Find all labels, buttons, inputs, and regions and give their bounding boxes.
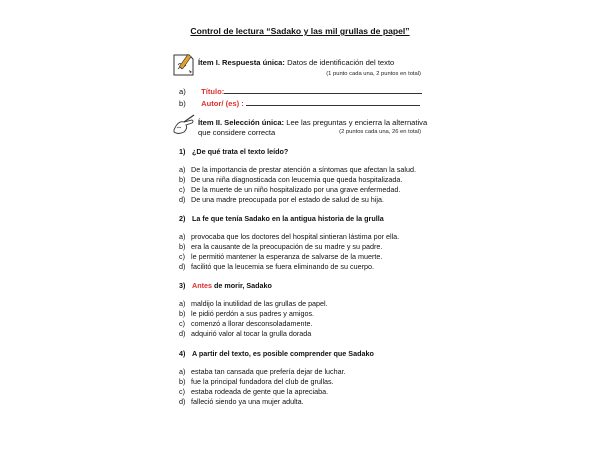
item2-points: (2 puntos cada una, 26 en total) [339, 129, 421, 135]
item1-points: (1 punto cada una, 2 puntos en total) [326, 71, 421, 77]
question-text: A partir del texto, es posible comprender que Sadako [192, 349, 374, 358]
title-field-label: Título: [201, 87, 225, 96]
q4-option-b[interactable]: b) fue la principal fundadora del club de grullas. [179, 377, 334, 386]
item2-description-cont: que considere correcta [198, 128, 276, 137]
question-number: 2) [179, 214, 186, 223]
item2-description: Lee las preguntas y encierra la alternativa [286, 118, 428, 127]
q2-option-a[interactable]: a) provocaba que los doctores del hospital sintieran lástima por ella. [179, 232, 400, 241]
author-field-label: Autor/ (es) : [201, 99, 244, 108]
q3-option-b[interactable]: b) le pidió perdón a sus padres y amigos. [179, 309, 315, 318]
question-text: de morir, Sadako [211, 281, 272, 290]
q1-option-c[interactable]: c) De la muerte de un niño hospitalizado por una grave enfermedad. [179, 185, 401, 194]
item2-title: Ítem II. Selección única: [198, 118, 285, 127]
title-field[interactable] [179, 86, 422, 96]
item1-description: Datos de identificación del texto [287, 58, 395, 67]
question-number: 1) [179, 147, 186, 156]
title-answer-line[interactable] [224, 86, 422, 94]
question-number: 4) [179, 349, 186, 358]
page-title: Control de lectura “Sadako y las mil grullas de papel” [190, 26, 410, 36]
author-field[interactable] [179, 98, 420, 108]
q1-option-d[interactable]: d) De una madre preocupada por el estado de salud de su hija. [179, 195, 384, 204]
q3-option-a[interactable]: a) maldijo la inutilidad de las grullas de papel. [179, 299, 328, 308]
writing-hand-icon [172, 114, 196, 141]
field-letter: b) [179, 99, 186, 108]
question-1 [179, 147, 288, 156]
question-4 [179, 349, 374, 358]
question-text: La fe que tenía Sadako en la antigua historia de la grulla [192, 214, 384, 223]
item2-heading [198, 118, 427, 127]
q2-option-d[interactable]: d) facilitó que la leucemia se fuera eliminando de su cuerpo. [179, 262, 374, 271]
author-answer-line[interactable] [246, 98, 420, 106]
item1-title: Ítem I. Respuesta única: [198, 58, 285, 67]
field-letter: a) [179, 87, 186, 96]
q1-option-a[interactable]: a) De la importancia de prestar atención a síntomas que afectan la salud. [179, 165, 416, 174]
q4-option-d[interactable]: d) falleció siendo ya una mujer adulta. [179, 397, 304, 406]
q1-option-b[interactable]: b) De una niña diagnosticada con leucemia que queda hospitalizada. [179, 175, 403, 184]
q2-option-b[interactable]: b) era la causante de la preocupación de su madre y su padre. [179, 242, 383, 251]
q4-option-a[interactable]: a) estaba tan cansada que prefería dejar de luchar. [179, 367, 346, 376]
item1-heading [198, 58, 394, 67]
pencil-paper-icon [172, 53, 196, 82]
question-number: 3) [179, 281, 186, 290]
q3-option-d[interactable]: d) adquirió valor al tocar la grulla dorada [179, 329, 312, 338]
question-2 [179, 214, 384, 223]
question-text: ¿De qué trata el texto leído? [192, 147, 289, 156]
q3-option-c[interactable]: c) comenzó a llorar desconsoladamente. [179, 319, 313, 328]
question-3 [179, 281, 272, 290]
q2-option-c[interactable]: c) le permitió mantener la esperanza de salvarse de la muerte. [179, 252, 383, 261]
q4-option-c[interactable]: c) estaba rodeada de gente que la apreciaba. [179, 387, 329, 396]
question-highlight: Antes [192, 281, 212, 290]
